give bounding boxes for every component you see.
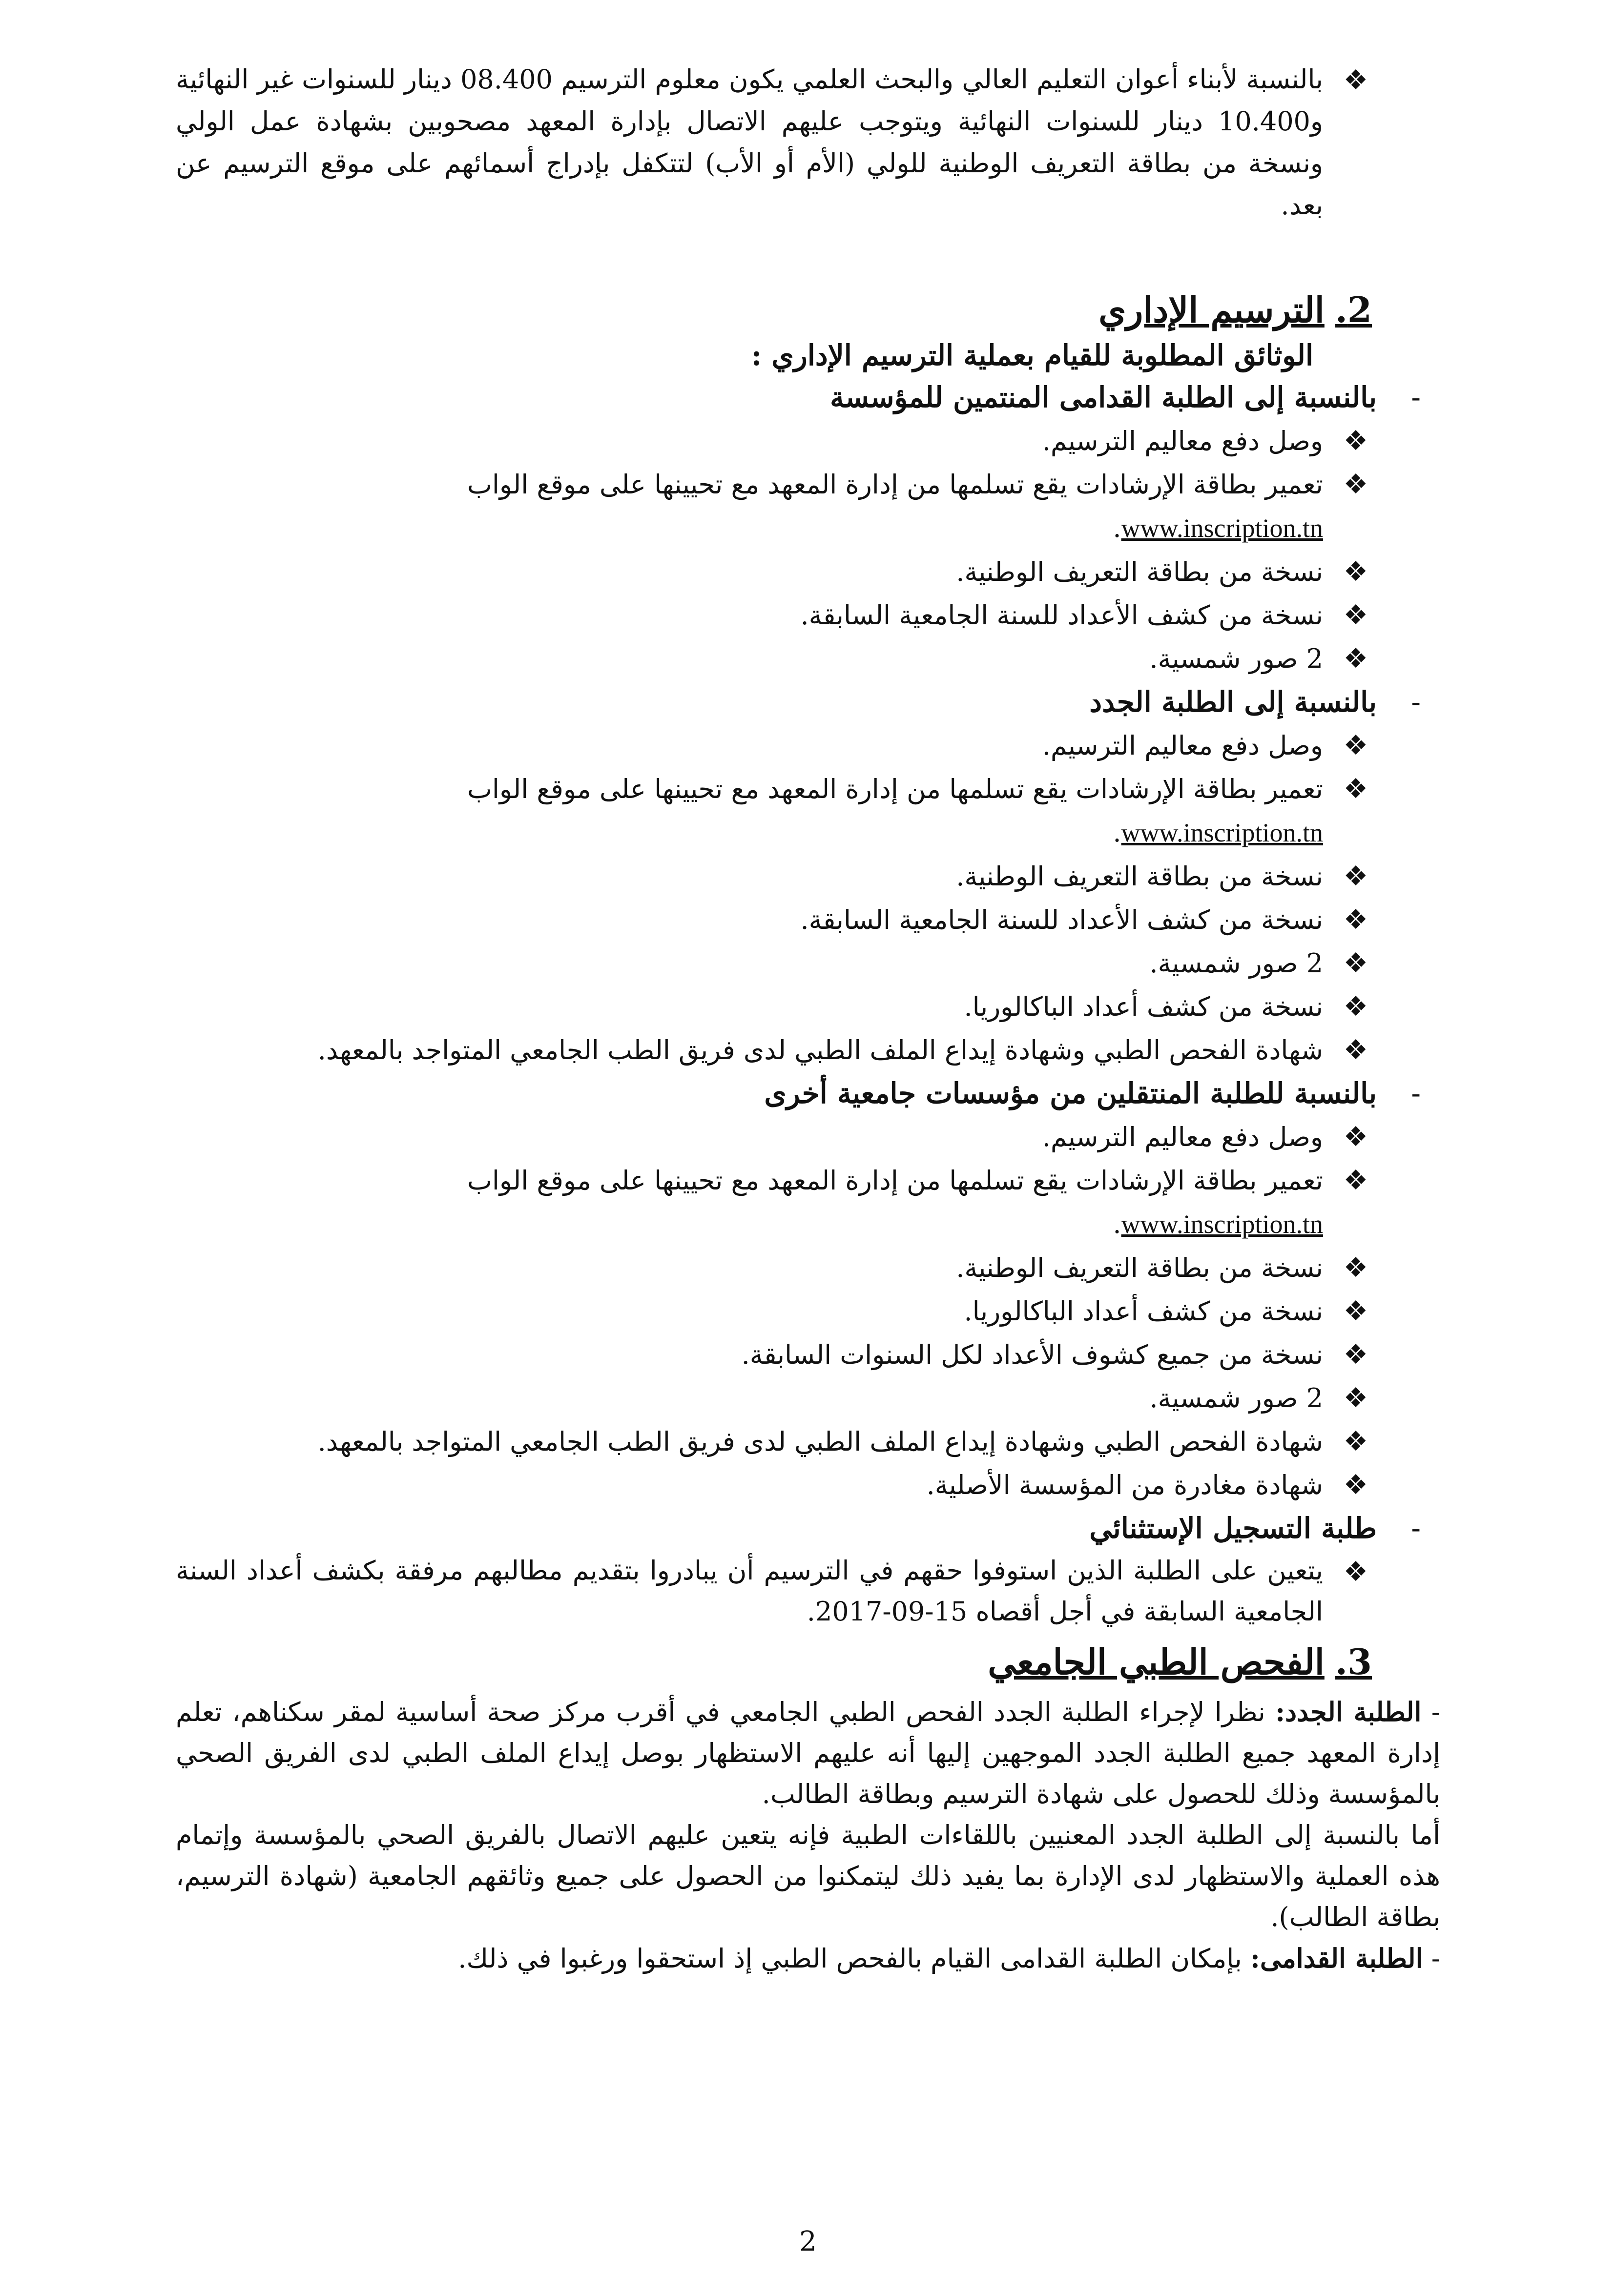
new-students-paragraph: - الطلبة الجدد: نظرا لإجراء الطلبة الجدد الفحص الطبي الجامعي في أقرب مركز صحة أساسية لمقر سكناهم، تعلم إدارة المعهد جميع الطلبة الجدد الموجهين إليها أنه عليهم الاستظهار بوصل إيداع الملف الطبي لدى الفريق الصحي بالمؤسسة وذلك للحصول على شهادة الترسيم وبطاقة الطالب. xyxy=(176,1696,1440,1809)
list-item: ❖ 2 صور شمسية. xyxy=(176,637,1372,680)
list-item: ❖ نسخة من كشف الأعداد للسنة الجامعية السابقة. xyxy=(176,898,1372,942)
diamond-bullet-icon: ❖ xyxy=(1343,773,1368,805)
section-3-title: الفحص الطبي الجامعي xyxy=(988,1641,1325,1682)
section-2-title: الترسيم الإداري xyxy=(1098,289,1325,330)
list-item: ❖ تعمير بطاقة الإرشادات يقع تسلمها من إدارة المعهد مع تحيينها على موقع الواب www.inscription.tn. xyxy=(176,767,1372,855)
diamond-bullet-icon: ❖ xyxy=(1343,599,1368,631)
diamond-bullet-icon: ❖ xyxy=(1343,1165,1368,1196)
document-list xyxy=(176,1115,1372,1507)
list-item: ❖ نسخة من جميع كشوف الأعداد لكل السنوات السابقة. xyxy=(176,1333,1372,1376)
diamond-bullet-icon: ❖ xyxy=(1343,861,1368,892)
list-item xyxy=(176,59,1372,226)
list-item: ❖ شهادة مغادرة من المؤسسة الأصلية. xyxy=(176,1463,1372,1507)
diamond-bullet-icon: ❖ xyxy=(1343,1469,1368,1501)
group-title: - بالنسبة للطلبة المنتقلين من مؤسسات جامعية أخرى xyxy=(176,1072,1421,1115)
list-item: ❖ نسخة من بطاقة التعريف الوطنية. xyxy=(176,855,1372,898)
diamond-bullet-icon: ❖ xyxy=(1343,643,1368,675)
document-list xyxy=(176,1550,1372,1632)
group-transfer-students xyxy=(176,1072,1421,1507)
diamond-bullet-icon: ❖ xyxy=(1343,1121,1368,1153)
old-students-paragraph: - الطلبة القدامى: بإمكان الطلبة القدامى القيام بالفحص الطبي إذ استحقوا ورغبوا في ذلك. xyxy=(458,1943,1440,1974)
diamond-bullet-icon: ❖ xyxy=(1343,1034,1368,1066)
diamond-bullet-icon: ❖ xyxy=(1343,1382,1368,1414)
group-old-students xyxy=(176,376,1421,680)
section-2-heading xyxy=(1098,286,1372,334)
section-3-heading xyxy=(988,1638,1372,1686)
document-list xyxy=(176,724,1372,1072)
list-item: ❖ تعمير بطاقة الإرشادات يقع تسلمها من إدارة المعهد مع تحيينها على موقع الواب www.inscription.tn. xyxy=(176,1159,1372,1246)
intro-text: بالنسبة لأبناء أعوان التعليم العالي والبحث العلمي يكون معلوم الترسيم 08.400 دينار للسنوات غير النهائية و10.400 دينار للسنوات النهائية ويتوجب عليهم الاتصال بإدارة المعهد مصحوبين بشهادة عمل الولي ونسخة من بطاقة التعريف الوطنية للولي (الأم أو الأب) لتتكفل بإدراج أسمائهم على موقع الترسيم عن بعد. xyxy=(176,64,1323,221)
list-item: ❖ شهادة الفحص الطبي وشهادة إيداع الملف الطبي لدى فريق الطب الجامعي المتواجد بالمعهد. xyxy=(176,1028,1372,1072)
diamond-bullet-icon: ❖ xyxy=(1343,1295,1368,1327)
group-title: - طلبة التسجيل الإستثنائي xyxy=(176,1507,1421,1550)
medical-meetings-paragraph: أما بالنسبة إلى الطلبة الجدد المعنيين باللقاءات الطبية فإنه يتعين عليهم الاتصال بالفريق الصحي بالمؤسسة وإتمام هذه العملية والاستظهار لدى الإدارة بما يفيد ذلك ليتمكنوا من الحصول على جميع وثائقهم الجامعية (شهادة الترسيم، بطاقة الطالب). xyxy=(176,1820,1440,1932)
list-item: ❖ نسخة من كشف الأعداد للسنة الجامعية السابقة. xyxy=(176,594,1372,637)
section-2-number: 2. xyxy=(1335,289,1372,330)
list-item: ❖ 2 صور شمسية. xyxy=(176,1376,1372,1420)
paragraph-label: الطلبة القدامى: xyxy=(1250,1943,1423,1974)
list-item: ❖ شهادة الفحص الطبي وشهادة إيداع الملف الطبي لدى فريق الطب الجامعي المتواجد بالمعهد. xyxy=(176,1420,1372,1463)
list-item: ❖ وصل دفع معاليم الترسيم. xyxy=(176,724,1372,767)
website-link[interactable]: www.inscription.tn xyxy=(1121,1210,1323,1239)
dash-bullet: - xyxy=(1411,1512,1421,1545)
diamond-bullet-icon: ❖ xyxy=(1343,1339,1368,1371)
paragraph-label: الطلبة الجدد: xyxy=(1275,1696,1422,1727)
dash-bullet: - xyxy=(1411,1077,1421,1110)
section-3-number: 3. xyxy=(1335,1641,1372,1682)
diamond-bullet-icon: ❖ xyxy=(1343,469,1368,500)
diamond-bullet-icon: ❖ xyxy=(1343,947,1368,979)
dash-bullet: - xyxy=(1411,381,1421,414)
list-item: ❖ وصل دفع معاليم الترسيم. xyxy=(176,419,1372,463)
diamond-bullet-icon: ❖ xyxy=(1343,730,1368,761)
diamond-bullet-icon: ❖ xyxy=(1343,1426,1368,1457)
diamond-bullet-icon: ❖ xyxy=(1343,1556,1368,1588)
list-item: ❖ تعمير بطاقة الإرشادات يقع تسلمها من إدارة المعهد مع تحيينها على موقع الواب www.inscription.tn. xyxy=(176,463,1372,550)
list-item: ❖ 2 صور شمسية. xyxy=(176,942,1372,985)
group-new-students xyxy=(176,680,1421,1072)
section-2-subtitle: الوثائق المطلوبة للقيام بعملية الترسيم الإداري : xyxy=(751,339,1313,372)
diamond-bullet-icon: ❖ xyxy=(1343,425,1368,457)
website-link[interactable]: www.inscription.tn xyxy=(1121,818,1323,847)
group-title: - بالنسبة إلى الطلبة القدامى المنتمين للمؤسسة xyxy=(176,376,1421,419)
intro-section xyxy=(176,59,1372,226)
diamond-bullet-icon: ❖ xyxy=(1343,904,1368,936)
list-item: ❖ نسخة من كشف أعداد الباكالوريا. xyxy=(176,1290,1372,1333)
document-list xyxy=(176,419,1372,680)
page-number: 2 xyxy=(799,2226,817,2257)
intro-list xyxy=(176,59,1372,226)
group-exceptional-registration xyxy=(176,1507,1421,1632)
section-2-groups xyxy=(176,376,1421,1632)
list-item: ❖ نسخة من كشف أعداد الباكالوريا. xyxy=(176,985,1372,1028)
list-item: ❖ وصل دفع معاليم الترسيم. xyxy=(176,1115,1372,1159)
dash-bullet: - xyxy=(1411,685,1421,718)
list-item: ❖ يتعين على الطلبة الذين استوفوا حقهم في الترسيم أن يبادروا بتقديم مطالبهم مرفقة بكشف أعداد السنة الجامعية السابقة في أجل أقصاه 15-09-2017. xyxy=(176,1550,1372,1632)
diamond-bullet-icon: ❖ xyxy=(1343,1252,1368,1284)
diamond-bullet-icon: ❖ xyxy=(1343,556,1368,588)
diamond-bullet-icon: ❖ xyxy=(1343,64,1368,96)
group-title: - بالنسبة إلى الطلبة الجدد xyxy=(176,680,1421,724)
list-item: ❖ نسخة من بطاقة التعريف الوطنية. xyxy=(176,550,1372,594)
section-3-body xyxy=(176,1691,1440,1979)
website-link[interactable]: www.inscription.tn xyxy=(1121,513,1323,543)
diamond-bullet-icon: ❖ xyxy=(1343,991,1368,1023)
list-item: ❖ نسخة من بطاقة التعريف الوطنية. xyxy=(176,1246,1372,1290)
